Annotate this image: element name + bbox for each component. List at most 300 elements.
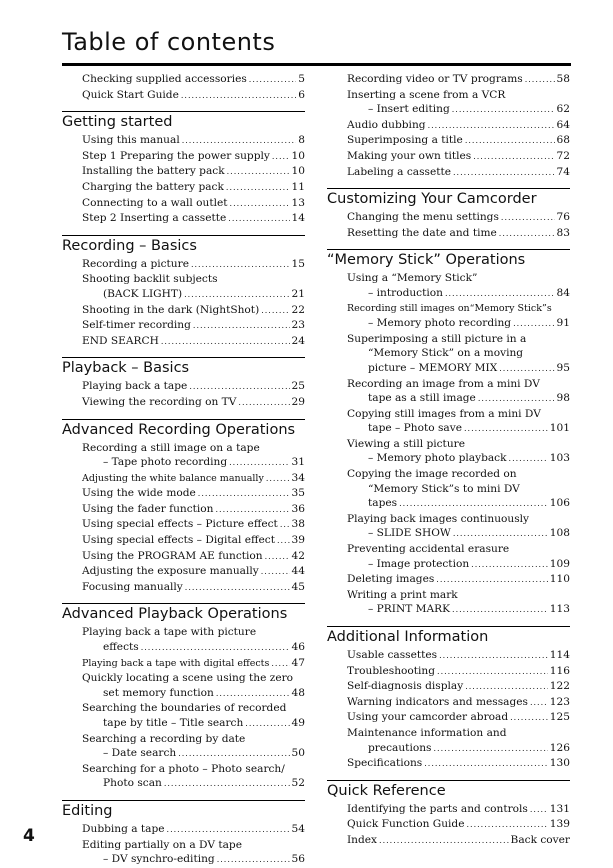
entry-title: Using special effects – Picture effect (82, 518, 278, 531)
dot-leader (452, 102, 555, 118)
entry-page-number: 8 (298, 134, 305, 147)
entry-title: Preventing accidental erasure (347, 543, 510, 556)
toc-entry[interactable] (327, 679, 570, 695)
toc-entry[interactable] (327, 332, 570, 377)
toc-entry-line (347, 361, 570, 377)
toc-section-editing (62, 800, 305, 868)
toc-entry[interactable] (62, 441, 305, 471)
entry-title: Using this manual (82, 134, 180, 147)
dot-leader (261, 303, 289, 319)
toc-entry-line (347, 817, 570, 833)
toc-entry[interactable] (62, 318, 305, 334)
dot-leader (399, 496, 548, 512)
toc-entry[interactable] (62, 762, 305, 792)
entry-page-number: 22 (291, 303, 305, 316)
entry-page-number: 14 (291, 212, 305, 225)
toc-entry[interactable] (327, 118, 570, 134)
entry-page-number: 114 (549, 649, 570, 661)
toc-entry[interactable] (62, 486, 305, 502)
toc-entry-line (82, 732, 305, 747)
toc-entry-line (347, 133, 570, 149)
toc-entry-line (82, 656, 305, 672)
entry-title: Maintenance information and (347, 726, 507, 739)
entry-page-number: 24 (291, 334, 305, 347)
entry-title: Specifications (347, 757, 423, 770)
toc-entry[interactable] (327, 377, 570, 407)
entry-page-number: 15 (291, 257, 305, 270)
toc-entry-line (82, 762, 305, 777)
entry-page-number: 58 (556, 73, 570, 85)
toc-entry[interactable] (62, 533, 305, 549)
toc-entry-line (347, 588, 570, 603)
entry-title: picture – MEMORY MIX (368, 361, 498, 374)
section-heading: Quick Reference (327, 782, 446, 799)
dot-leader (141, 640, 290, 656)
entry-page-number: 131 (549, 802, 570, 815)
entry-page-number: 91 (556, 317, 570, 330)
entry-page-number: 46 (291, 641, 305, 654)
toc-entry-line (82, 257, 305, 273)
toc-section (62, 72, 305, 103)
entry-title: Making your own titles (347, 149, 472, 162)
entry-title: Troubleshooting (347, 664, 436, 677)
dot-leader (272, 149, 290, 165)
entry-page-number: 103 (549, 452, 570, 465)
entry-title: Viewing a still picture (347, 437, 465, 450)
entry-title: Adjusting the exposure manually (82, 565, 259, 578)
toc-entry-line (82, 379, 305, 395)
toc-entry[interactable] (62, 180, 305, 196)
toc-entry[interactable] (327, 817, 570, 833)
dot-leader (465, 679, 548, 695)
entry-title: – PRINT MARK (368, 603, 451, 616)
entry-title: Step 2 Inserting a cassette (82, 212, 227, 225)
toc-entry[interactable] (327, 407, 570, 437)
toc-entry[interactable] (62, 671, 305, 701)
dot-leader (464, 421, 548, 437)
dot-leader (436, 572, 547, 588)
entry-title: Checking supplied accessories (82, 73, 247, 85)
entry-title: Recording still images on“Memory Stick”s (347, 302, 552, 314)
toc-entry-line (347, 664, 570, 680)
entry-title: tapes (368, 497, 398, 510)
toc-entry[interactable] (62, 133, 305, 149)
entry-title: Searching for a photo – Photo search/ (82, 762, 285, 775)
toc-entry[interactable] (327, 149, 570, 165)
entry-page-number: 35 (291, 487, 305, 500)
toc-entry[interactable] (327, 226, 570, 242)
toc-entry-line (347, 332, 570, 347)
entry-page-number: 125 (549, 711, 570, 724)
section-heading: Additional Information (327, 629, 489, 645)
toc-entry[interactable] (327, 512, 570, 542)
entry-page-number: 38 (291, 518, 305, 531)
entry-title: Deleting images (347, 573, 435, 586)
entry-page-number: 56 (291, 853, 305, 866)
toc-entry-line (82, 287, 305, 303)
dot-leader (261, 564, 290, 580)
entry-title: Quick Start Guide (82, 88, 179, 101)
toc-entry[interactable] (327, 72, 570, 88)
toc-entry[interactable] (327, 756, 570, 772)
toc-entry-line (347, 695, 570, 711)
toc-section-additional-information (327, 626, 570, 772)
toc-entry-line (347, 346, 570, 361)
entry-title: Identifying the parts and controls (347, 802, 528, 815)
entry-page-number: 123 (549, 695, 570, 708)
entry-title: Superimposing a still picture in a (347, 332, 527, 345)
dot-leader (216, 502, 290, 518)
entry-page-number: 113 (549, 603, 570, 616)
dot-leader (445, 286, 555, 302)
entry-page-number: 44 (291, 565, 305, 578)
entry-title: Recording video or TV programs (347, 73, 523, 85)
toc-entry[interactable] (62, 822, 305, 838)
toc-entry-line (82, 164, 305, 180)
entry-title: Searching the boundaries of recorded (82, 702, 287, 715)
toc-entry-line (82, 822, 305, 838)
entry-title: Viewing the recording on TV (82, 395, 237, 408)
entry-page-number: 34 (291, 471, 305, 484)
entry-page-number: 29 (291, 395, 305, 408)
toc-entry[interactable] (62, 732, 305, 762)
entry-title: Quick Function Guide (347, 818, 465, 831)
dot-leader (161, 334, 290, 350)
entry-page-number: 95 (556, 361, 570, 374)
toc-section-quick-reference (327, 780, 570, 849)
toc-entry-line (347, 833, 570, 849)
toc-entry[interactable] (62, 272, 305, 302)
toc-entry-line (82, 334, 305, 350)
toc-entry-line (82, 441, 305, 456)
dot-leader (227, 164, 290, 180)
dot-leader (478, 391, 555, 407)
entry-page-number: 10 (291, 149, 305, 162)
entry-page-number: 10 (291, 165, 305, 178)
entry-title: tape by title – Title search (103, 717, 244, 729)
toc-entry-line (347, 679, 570, 695)
toc-entry-line (82, 486, 305, 502)
entry-title: Copying the image recorded on (347, 468, 517, 481)
entry-title: Using your camcorder abroad (347, 711, 509, 724)
entry-page-number: 116 (549, 664, 570, 677)
toc-entry[interactable] (327, 572, 570, 588)
entry-title: precautions (368, 741, 432, 754)
toc-entry[interactable] (327, 88, 570, 118)
entry-title: Connecting to a wall outlet (82, 196, 228, 209)
toc-section-customizing-your-camcorder (327, 188, 570, 241)
dot-leader (181, 88, 296, 104)
toc-left-column (62, 72, 305, 868)
entry-title: Warning indicators and messages (347, 695, 528, 708)
toc-entry[interactable] (62, 164, 305, 180)
toc-entry-line (82, 686, 305, 702)
entry-title: Self-diagnosis display (347, 680, 464, 693)
entry-title: – DV synchro-editing (103, 853, 215, 866)
dot-leader (228, 211, 289, 227)
entry-page-number: 31 (291, 456, 305, 469)
toc-entry-line (82, 180, 305, 196)
toc-entry[interactable] (327, 833, 570, 849)
toc-entry[interactable] (327, 588, 570, 618)
dot-leader (277, 533, 290, 549)
toc-entry-line (347, 377, 570, 392)
entry-page-number: 126 (549, 741, 570, 754)
toc-entry[interactable] (62, 502, 305, 518)
entry-title: – Date search (103, 747, 177, 760)
toc-entry-line (82, 852, 305, 868)
dot-leader (437, 664, 548, 680)
entry-page-number: 109 (549, 557, 570, 570)
toc-entry[interactable] (327, 302, 570, 332)
toc-entry-line (82, 671, 305, 686)
entry-page-number: 76 (556, 211, 570, 224)
entry-title: Dubbing a tape (82, 822, 165, 835)
section-heading: Getting started (62, 114, 173, 131)
toc-entry[interactable] (62, 379, 305, 395)
toc-entry-line (347, 741, 570, 757)
toc-entry-line (347, 482, 570, 497)
dot-leader (185, 580, 290, 596)
entry-title: Quickly locating a scene using the zero (82, 672, 294, 685)
entry-page-number: 83 (556, 226, 570, 239)
entry-title: Charging the battery pack (82, 180, 224, 193)
toc-entry[interactable] (62, 72, 305, 88)
entry-page-number: 106 (549, 497, 570, 510)
entry-title: – Image protection (368, 557, 470, 570)
entry-page-number: 98 (556, 392, 570, 405)
toc-entry[interactable] (62, 580, 305, 596)
entry-title: Writing a print mark (347, 588, 458, 601)
dot-leader (193, 318, 290, 334)
entry-page-number: 139 (549, 818, 570, 831)
entry-title: Labeling a cassette (347, 165, 452, 178)
toc-entry-line (82, 533, 305, 549)
page-title: Table of contents (62, 28, 276, 56)
toc-entry-line (82, 196, 305, 212)
dot-leader (164, 776, 290, 792)
toc-entry-line (347, 756, 570, 772)
toc-entry-line (347, 572, 570, 588)
entry-title: Using the PROGRAM AE function (82, 549, 263, 562)
toc-entry[interactable] (327, 695, 570, 711)
toc-entry[interactable] (327, 726, 570, 756)
toc-entry[interactable] (62, 88, 305, 104)
toc-entry[interactable] (62, 656, 305, 672)
entry-title: Searching a recording by date (82, 732, 246, 745)
toc-entry[interactable] (327, 648, 570, 664)
entry-page-number: 64 (556, 118, 570, 131)
toc-entry-line (82, 318, 305, 334)
entry-title: Superimposing a title (347, 134, 463, 147)
toc-entry[interactable] (62, 838, 305, 868)
toc-entry[interactable] (62, 149, 305, 165)
toc-entry-line (347, 118, 570, 134)
entry-title: Installing the battery pack (82, 165, 225, 178)
toc-entry-line (347, 648, 570, 664)
entry-page-number: 68 (556, 134, 570, 147)
entry-title: – introduction (368, 286, 443, 299)
toc-entry-line (347, 557, 570, 573)
toc-entry-line (82, 640, 305, 656)
dot-leader (280, 517, 290, 533)
entry-page-number: 52 (291, 777, 305, 790)
toc-right-column (327, 72, 570, 849)
toc-entry-line (82, 303, 305, 319)
entry-title: END SEARCH (82, 334, 159, 347)
entry-title: Playing back a tape with digital effects (82, 657, 270, 669)
toc-entry[interactable] (327, 710, 570, 726)
toc-entry[interactable] (62, 211, 305, 227)
toc-entry-line (347, 802, 570, 818)
entry-title: – Memory photo playback (368, 452, 507, 465)
dot-leader (424, 756, 548, 772)
entry-title: Usable cassettes (347, 649, 438, 661)
toc-entry[interactable] (327, 542, 570, 572)
dot-leader (178, 746, 289, 762)
dot-leader (466, 817, 547, 833)
entry-title: – Tape photo recording (103, 456, 228, 469)
toc-entry-line (82, 149, 305, 165)
toc-entry[interactable] (327, 210, 570, 226)
section-heading: Editing (62, 802, 113, 819)
entry-page-number: 47 (291, 656, 305, 669)
toc-entry[interactable] (327, 664, 570, 680)
dot-leader (167, 822, 290, 838)
dot-leader (238, 395, 289, 411)
entry-title: Adjusting the white balance manually (82, 472, 264, 484)
toc-section-playback-basics (62, 357, 305, 410)
entry-page-number: 122 (549, 680, 570, 693)
toc-section-getting-started (62, 111, 305, 227)
toc-entry[interactable] (62, 701, 305, 731)
toc-entry-line (347, 316, 570, 332)
toc-entry-line (347, 407, 570, 422)
section-heading: Recording – Basics (62, 237, 197, 254)
toc-entry-line (82, 272, 305, 287)
entry-title: Playing back a tape (82, 380, 188, 393)
entry-title: tape – Photo save (368, 422, 462, 435)
entry-title: Changing the menu settings (347, 211, 499, 224)
entry-page-number: 13 (291, 196, 305, 209)
toc-entry[interactable] (62, 517, 305, 533)
dot-leader (499, 226, 555, 242)
dot-leader (473, 149, 554, 165)
entry-page-number: 21 (291, 287, 305, 300)
toc-entry[interactable] (62, 564, 305, 580)
toc-entry-line (82, 133, 305, 149)
dot-leader (184, 287, 289, 303)
entry-title: – SLIDE SHOW (368, 527, 451, 540)
entry-page-number: 36 (291, 502, 305, 515)
dot-leader (433, 741, 547, 757)
entry-title: Step 1 Preparing the power supply (82, 149, 270, 162)
dot-leader (198, 486, 290, 502)
entry-title: Focusing manually (82, 580, 183, 593)
entry-page-number: 11 (291, 180, 305, 193)
dot-leader (379, 833, 509, 849)
toc-entry[interactable] (327, 133, 570, 149)
entry-page-number: 72 (556, 149, 570, 162)
toc-entry[interactable] (62, 303, 305, 319)
toc-entry[interactable] (62, 395, 305, 411)
dot-leader (249, 72, 296, 88)
entry-title: Copying still images from a mini DV (347, 407, 541, 420)
entry-title: Audio dubbing (347, 118, 426, 131)
section-heading: Playback – Basics (62, 360, 190, 377)
toc-entry-line (347, 88, 570, 103)
toc-entry-line (347, 72, 570, 88)
toc-entry[interactable] (327, 802, 570, 818)
toc-entry-line (347, 496, 570, 512)
dot-leader (229, 455, 289, 471)
toc-entry-line (82, 549, 305, 565)
entry-page-number: 45 (291, 580, 305, 593)
toc-entry-line (82, 746, 305, 762)
entry-title: Shooting in the dark (NightShot) (82, 303, 260, 316)
toc-entry-line (347, 542, 570, 557)
entry-page-number: 25 (291, 380, 305, 393)
toc-entry[interactable] (327, 467, 570, 512)
toc-entry[interactable] (62, 196, 305, 212)
toc-entry-line (347, 210, 570, 226)
entry-title: Editing partially on a DV tape (82, 838, 242, 851)
entry-page-number: 23 (291, 319, 305, 332)
entry-page-number: 54 (291, 822, 305, 835)
dot-leader (226, 180, 290, 196)
toc-entry[interactable] (62, 257, 305, 273)
toc-entry[interactable] (62, 471, 305, 487)
toc-entry[interactable] (62, 549, 305, 565)
entry-title: Photo scan (103, 777, 162, 790)
entry-title: “Memory Stick” on a moving (368, 347, 524, 360)
toc-entry[interactable] (62, 334, 305, 350)
toc-entry-line (347, 302, 570, 317)
dot-leader (230, 196, 290, 212)
toc-entry[interactable] (327, 271, 570, 301)
entry-title: set memory function (103, 686, 214, 699)
entry-page-number: 62 (556, 103, 570, 116)
toc-entry[interactable] (62, 625, 305, 655)
dot-leader (439, 648, 548, 664)
toc-entry-line (347, 421, 570, 437)
section-heading: Customizing Your Camcorder (327, 191, 537, 208)
toc-entry-line (347, 149, 570, 165)
toc-entry-line (82, 88, 305, 104)
dot-leader (191, 257, 290, 273)
toc-entry-line (347, 451, 570, 467)
entry-page-number: 84 (556, 286, 570, 299)
dot-leader (271, 656, 289, 672)
entry-page-number: 110 (549, 573, 570, 586)
toc-entry[interactable] (327, 437, 570, 467)
toc-entry-line (347, 467, 570, 482)
toc-entry-line (82, 211, 305, 227)
entry-page-number: 50 (291, 747, 305, 760)
dot-leader (530, 802, 548, 818)
entry-title: Resetting the date and time (347, 226, 497, 239)
toc-entry-line (82, 471, 305, 487)
toc-entry-line (347, 512, 570, 527)
toc-entry-line (82, 701, 305, 716)
section-heading: Advanced Playback Operations (62, 606, 288, 623)
entry-title: Using special effects – Digital effect (82, 534, 275, 547)
toc-entry-line (82, 625, 305, 640)
toc-entry[interactable] (327, 165, 570, 181)
toc-entry-line (82, 580, 305, 596)
entry-page-number: 130 (549, 757, 570, 770)
entry-title: Using the fader function (82, 502, 214, 515)
